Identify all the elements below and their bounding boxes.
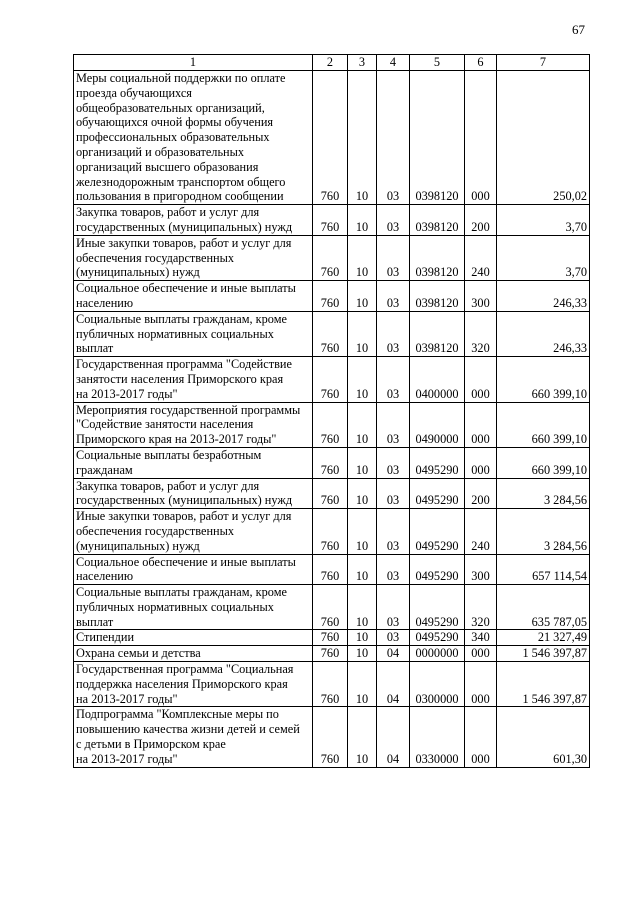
description-line: государственных (муниципальных) нужд [76,493,293,508]
row-description [74,71,313,205]
description-line: публичных нормативных социальных [76,599,274,614]
amount: 635 787,05 [497,585,590,630]
col-header-1: 1 [74,55,313,71]
description-line: публичных нормативных социальных [76,326,274,341]
description-line: обеспечения государственных [76,250,235,265]
col-header-3: 3 [348,55,377,71]
table-row [74,447,590,478]
amount: 3 284,56 [497,509,590,554]
description-line: населению [76,569,134,584]
header-row [74,55,590,71]
amount: 246,33 [497,281,590,312]
row-description [74,205,313,236]
section-code: 10 [348,662,377,707]
description-line: Иные закупки товаров, работ и услуг для [76,235,292,250]
description-line: Мероприятия государственной программы [76,402,301,417]
col-header-7: 7 [497,55,590,71]
amount: 3,70 [497,205,590,236]
description-line: на 2013-2017 годы" [76,386,178,401]
expense-type-code: 000 [465,402,497,447]
section-code: 10 [348,630,377,646]
target-code: 0398120 [410,235,465,280]
description-line: Охрана семьи и детства [76,646,201,661]
subsection-code: 04 [377,662,410,707]
expense-type-code: 240 [465,509,497,554]
section-code: 10 [348,646,377,662]
subsection-code: 03 [377,478,410,509]
target-code: 0000000 [410,646,465,662]
row-description [74,662,313,707]
description-line: (муниципальных) нужд [76,265,200,280]
row-description [74,447,313,478]
section-code: 10 [348,585,377,630]
section-code: 10 [348,447,377,478]
subsection-code: 03 [377,402,410,447]
target-code: 0398120 [410,71,465,205]
target-code: 0495290 [410,447,465,478]
description-line: поддержка населения Приморского края [76,676,288,691]
expense-type-code: 300 [465,554,497,585]
amount: 1 546 397,87 [497,662,590,707]
table-row [74,235,590,280]
table-row [74,585,590,630]
target-code: 0495290 [410,554,465,585]
amount: 250,02 [497,71,590,205]
description-line: государственных (муниципальных) нужд [76,219,293,234]
target-code: 0490000 [410,402,465,447]
description-line: Меры социальной поддержки по оплате [76,71,286,85]
description-line: Подпрограмма "Комплексные меры по [76,707,279,722]
admin-code: 760 [313,71,348,205]
description-line: обучающихся очной формы обучения [76,115,274,130]
target-code: 0330000 [410,707,465,767]
admin-code: 760 [313,554,348,585]
admin-code: 760 [313,447,348,478]
table-row [74,205,590,236]
section-code: 10 [348,402,377,447]
description-line: Государственная программа "Социальная [76,662,294,677]
expense-type-code: 000 [465,662,497,707]
description-line: Социальные выплаты гражданам, кроме [76,585,287,600]
admin-code: 760 [313,662,348,707]
expense-type-code: 300 [465,281,497,312]
description-line: с детьми в Приморском крае [76,737,226,752]
target-code: 0398120 [410,205,465,236]
expense-type-code: 320 [465,585,497,630]
admin-code: 760 [313,630,348,646]
subsection-code: 03 [377,585,410,630]
section-code: 10 [348,205,377,236]
expense-type-code: 000 [465,447,497,478]
target-code: 0495290 [410,509,465,554]
expense-type-code: 200 [465,205,497,236]
row-description [74,509,313,554]
subsection-code: 03 [377,357,410,402]
amount: 21 327,49 [497,630,590,646]
amount: 601,30 [497,707,590,767]
description-line: Социальные выплаты гражданам, кроме [76,311,287,326]
section-code: 10 [348,509,377,554]
admin-code: 760 [313,478,348,509]
admin-code: 760 [313,235,348,280]
table-row [74,509,590,554]
description-line: профессиональных образовательных [76,130,270,145]
description-line: на 2013-2017 годы" [76,751,178,766]
description-line: занятости населения Приморского края [76,371,284,386]
admin-code: 760 [313,357,348,402]
description-line: (муниципальных) нужд [76,538,200,553]
section-code: 10 [348,478,377,509]
description-line: Социальные выплаты безработным [76,447,262,462]
expense-type-code: 240 [465,235,497,280]
admin-code: 760 [313,707,348,767]
admin-code: 760 [313,402,348,447]
target-code: 0400000 [410,357,465,402]
table-row [74,281,590,312]
description-line: "Содействие занятости населения [76,417,254,432]
expense-type-code: 000 [465,71,497,205]
subsection-code: 03 [377,71,410,205]
subsection-code: 03 [377,630,410,646]
description-line: повышению качества жизни детей и семей [76,722,300,737]
description-line: выплат [76,614,114,629]
expense-type-code: 200 [465,478,497,509]
table-row [74,478,590,509]
table-row [74,357,590,402]
description-line: общеобразовательных организаций, [76,100,265,115]
section-code: 10 [348,311,377,356]
amount: 3,70 [497,235,590,280]
amount: 660 399,10 [497,357,590,402]
row-description [74,311,313,356]
admin-code: 760 [313,205,348,236]
amount: 246,33 [497,311,590,356]
target-code: 0398120 [410,311,465,356]
section-code: 10 [348,235,377,280]
col-header-5: 5 [410,55,465,71]
description-line: Закупка товаров, работ и услуг для [76,205,260,220]
subsection-code: 03 [377,554,410,585]
expense-type-code: 000 [465,646,497,662]
section-code: 10 [348,707,377,767]
row-description [74,281,313,312]
subsection-code: 03 [377,509,410,554]
admin-code: 760 [313,281,348,312]
target-code: 0495290 [410,478,465,509]
subsection-code: 03 [377,235,410,280]
description-line: Социальное обеспечение и иные выплаты [76,281,296,296]
amount: 660 399,10 [497,447,590,478]
expense-type-code: 320 [465,311,497,356]
description-line: железнодорожным транспортом общего [76,174,286,189]
target-code: 0398120 [410,281,465,312]
row-description [74,585,313,630]
description-line: проезда обучающихся [76,85,192,100]
subsection-code: 04 [377,707,410,767]
table-row [74,646,590,662]
description-line: организаций высшего образования [76,159,259,174]
col-header-6: 6 [465,55,497,71]
description-line: на 2013-2017 годы" [76,691,178,706]
table-row [74,554,590,585]
row-description [74,235,313,280]
subsection-code: 04 [377,646,410,662]
description-line: гражданам [76,462,133,477]
table-row [74,402,590,447]
table-body [74,55,590,768]
amount: 660 399,10 [497,402,590,447]
subsection-code: 03 [377,447,410,478]
description-line: Иные закупки товаров, работ и услуг для [76,509,292,524]
col-header-4: 4 [377,55,410,71]
row-description [74,630,313,646]
section-code: 10 [348,281,377,312]
budget-table [73,54,590,768]
section-code: 10 [348,357,377,402]
description-line: организаций и образовательных [76,144,245,159]
target-code: 0495290 [410,630,465,646]
row-description [74,646,313,662]
col-header-2: 2 [313,55,348,71]
description-line: Стипендии [76,630,135,645]
admin-code: 760 [313,585,348,630]
row-description [74,402,313,447]
description-line: обеспечения государственных [76,523,235,538]
table-row [74,630,590,646]
section-code: 10 [348,71,377,205]
amount: 657 114,54 [497,554,590,585]
row-description [74,357,313,402]
page-number: 67 [572,22,585,37]
section-code: 10 [348,554,377,585]
row-description [74,478,313,509]
amount: 1 546 397,87 [497,646,590,662]
subsection-code: 03 [377,205,410,236]
description-line: Приморского края на 2013-2017 годы" [76,432,277,447]
description-line: Государственная программа "Содействие [76,357,292,372]
description-line: пользования в пригородном сообщении [76,189,284,204]
admin-code: 760 [313,311,348,356]
expense-type-code: 000 [465,707,497,767]
row-description [74,554,313,585]
description-line: Закупка товаров, работ и услуг для [76,478,260,493]
target-code: 0300000 [410,662,465,707]
amount: 3 284,56 [497,478,590,509]
description-line: населению [76,295,134,310]
description-line: Социальное обеспечение и иные выплаты [76,554,296,569]
subsection-code: 03 [377,281,410,312]
table-row [74,71,590,205]
target-code: 0495290 [410,585,465,630]
row-description [74,707,313,767]
subsection-code: 03 [377,311,410,356]
admin-code: 760 [313,509,348,554]
table-row [74,707,590,767]
expense-type-code: 000 [465,357,497,402]
table-row [74,662,590,707]
admin-code: 760 [313,646,348,662]
expense-type-code: 340 [465,630,497,646]
table-row [74,311,590,356]
description-line: выплат [76,341,114,356]
